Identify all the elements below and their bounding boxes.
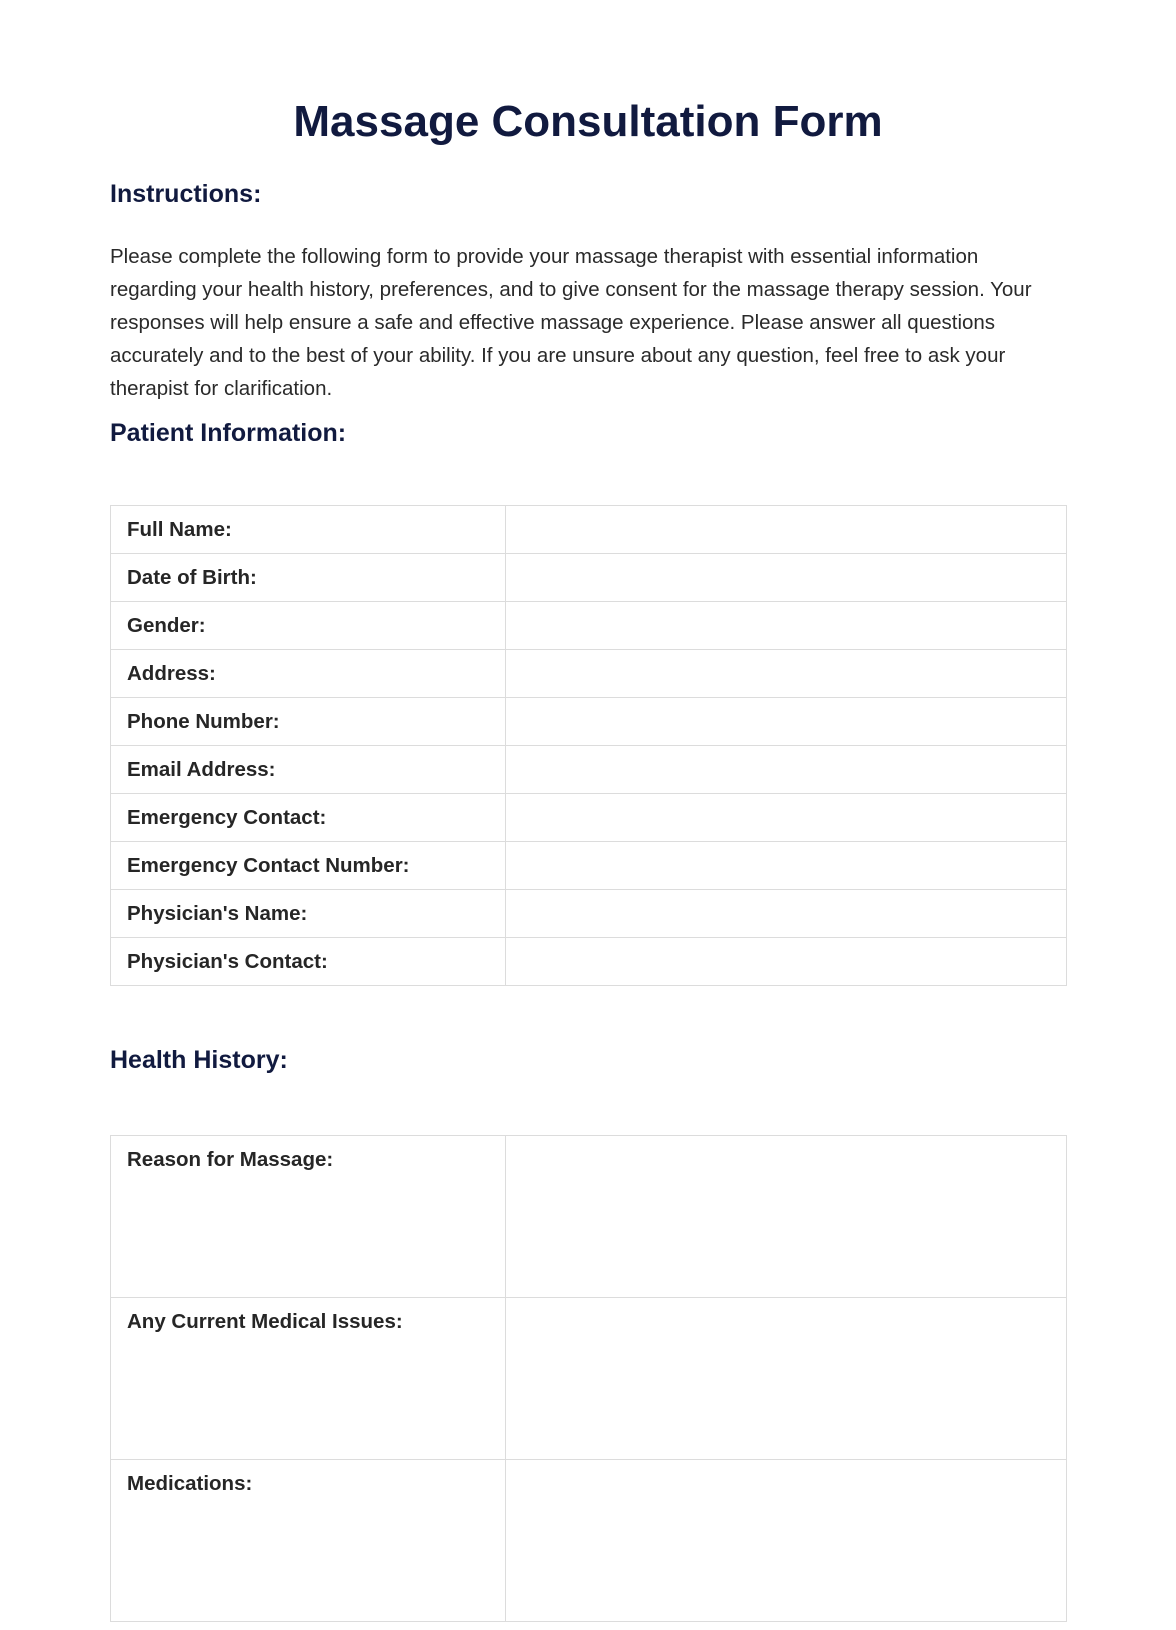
table-row — [111, 506, 1067, 554]
table-row — [111, 842, 1067, 890]
field-label: Address: — [111, 650, 506, 698]
email-address-field[interactable] — [506, 746, 1067, 794]
instructions-heading: Instructions: — [110, 180, 262, 208]
field-label: Email Address: — [111, 746, 506, 794]
health-history-table — [110, 1135, 1067, 1622]
health-history-heading: Health History: — [110, 1046, 288, 1074]
address-field[interactable] — [506, 650, 1067, 698]
emergency-contact-field[interactable] — [506, 794, 1067, 842]
field-label: Medications: — [111, 1460, 506, 1622]
table-row — [111, 938, 1067, 986]
table-row — [111, 794, 1067, 842]
patient-information-table — [110, 505, 1067, 986]
emergency-contact-number-field[interactable] — [506, 842, 1067, 890]
field-label: Emergency Contact: — [111, 794, 506, 842]
field-label: Any Current Medical Issues: — [111, 1298, 506, 1460]
medications-field[interactable] — [506, 1460, 1067, 1622]
table-row — [111, 554, 1067, 602]
table-row — [111, 1460, 1067, 1622]
field-label: Physician's Contact: — [111, 938, 506, 986]
current-medical-issues-field[interactable] — [506, 1298, 1067, 1460]
patient-information-heading: Patient Information: — [110, 419, 347, 447]
page-title: Massage Consultation Form — [293, 97, 883, 146]
table-row — [111, 890, 1067, 938]
field-label: Emergency Contact Number: — [111, 842, 506, 890]
field-label: Phone Number: — [111, 698, 506, 746]
physicians-contact-field[interactable] — [506, 938, 1067, 986]
table-row — [111, 602, 1067, 650]
table-row — [111, 1298, 1067, 1460]
table-row — [111, 1136, 1067, 1298]
table-row — [111, 746, 1067, 794]
table-row — [111, 698, 1067, 746]
field-label: Physician's Name: — [111, 890, 506, 938]
reason-for-massage-field[interactable] — [506, 1136, 1067, 1298]
field-label: Date of Birth: — [111, 554, 506, 602]
instructions-text: Please complete the following form to provide your massage therapist with essential information regarding your health history, preferences, and to give consent for the massage therapy session. Your responses will help ensure a safe and effective massage experience. Please answer all questions accurately and to the best of your ability. If you are unsure about any question, feel free to ask your therapist for clarification. — [110, 245, 1032, 400]
field-label: Full Name: — [111, 506, 506, 554]
field-label: Gender: — [111, 602, 506, 650]
table-row — [111, 650, 1067, 698]
physicians-name-field[interactable] — [506, 890, 1067, 938]
gender-field[interactable] — [506, 602, 1067, 650]
full-name-field[interactable] — [506, 506, 1067, 554]
field-label: Reason for Massage: — [111, 1136, 506, 1298]
phone-number-field[interactable] — [506, 698, 1067, 746]
date-of-birth-field[interactable] — [506, 554, 1067, 602]
